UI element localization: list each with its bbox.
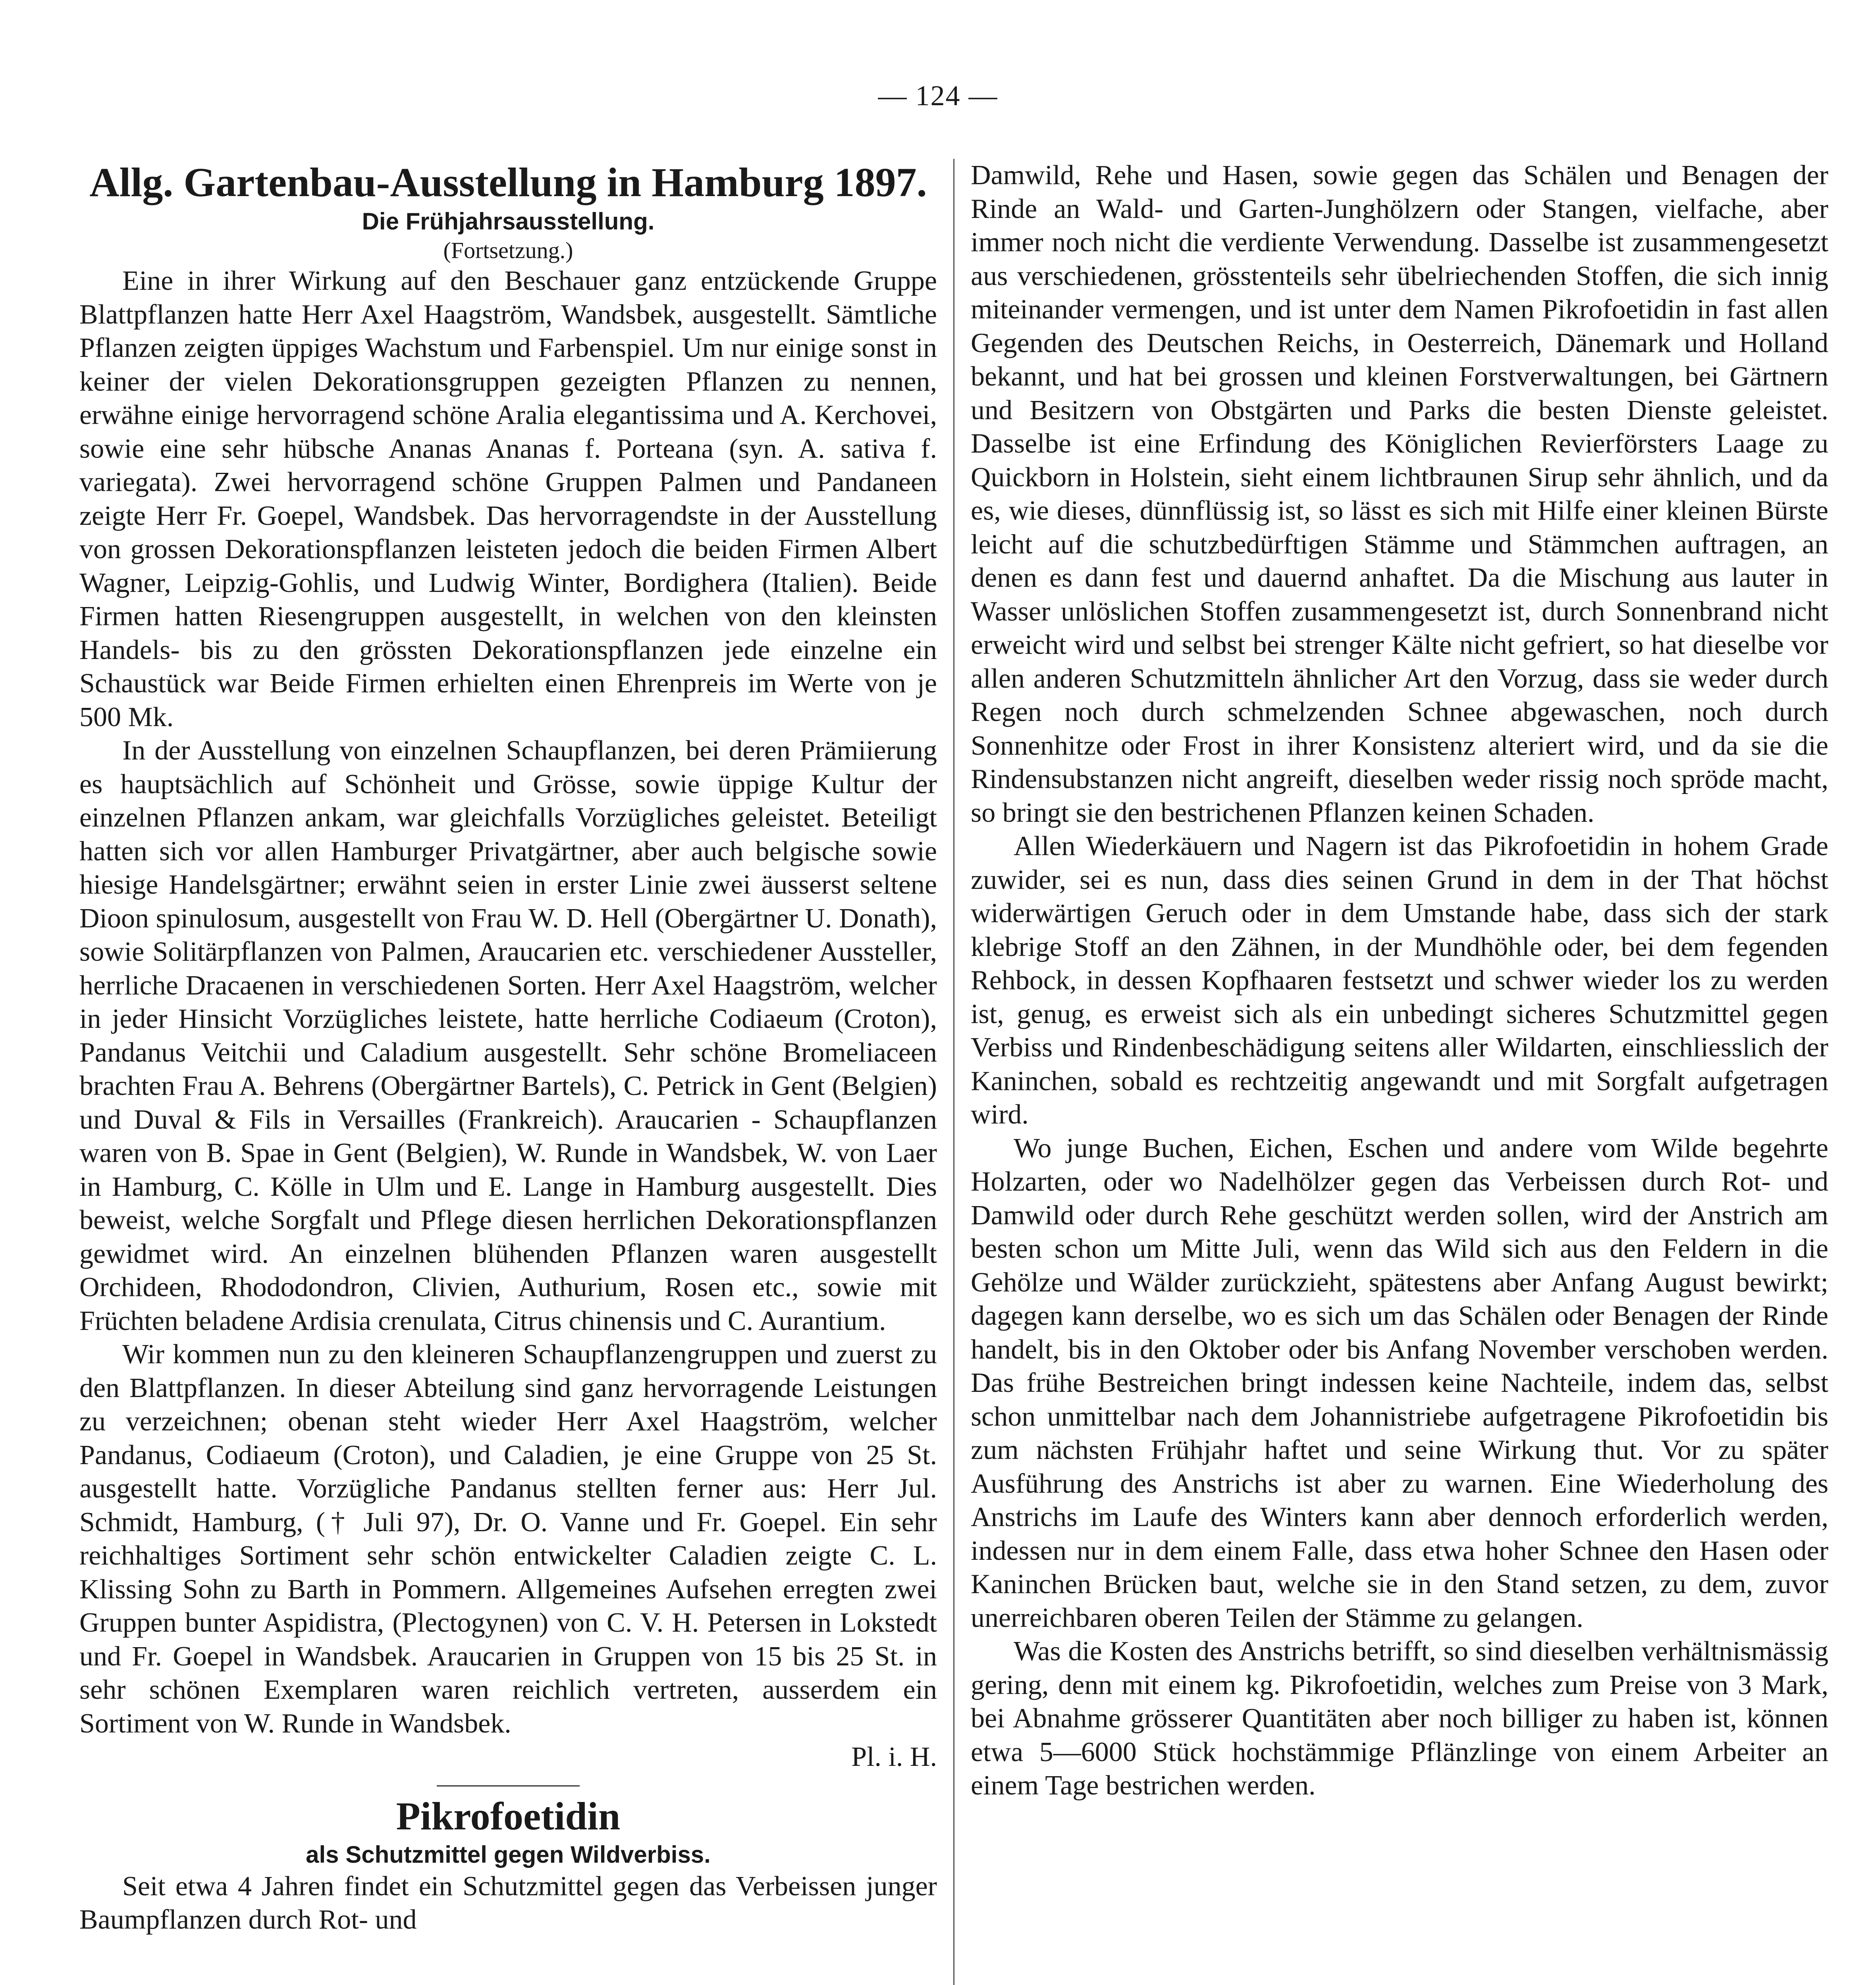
paragraph: Was die Kosten des Anstrichs betrifft, so sind dieselben verhältnismässig gering, denn mit einem kg. Pikrofoetidin, welches zum Preise von 3 Mark, bei Abnahme grösserer Quantitäten aber noch billiger zu haben ist, können etwa 5—6000 Stück hochstämmige Pflänzlinge von einem Arbeiter an einem Tage bestrichen werden. — [971, 1636, 1828, 1801]
continued-note: (Fortsetzung.) — [443, 237, 573, 263]
paragraph: Eine in ihrer Wirkung auf den Beschauer ganz entzückende Gruppe Blattpflanzen hatte Herr Axel Haagström, Wandsbek, ausgestellt. Sämtliche Pflanzen zeigten üppiges Wachstum und Farbenspiel. Um nur einige sonst in keiner der vielen Dekorationsgruppen gezeigten Pflanzen zu nennen, erwähne einige hervorragend schöne Aralia elegantissima und A. Kerchovei, sowie eine sehr hübsche Ananas Ananas f. Porteana (syn. A. sativa f. variegata). Zwei hervorragend schöne Gruppen Palmen und Pandaneen zeigte Herr Fr. Goepel, Wandsbek. Das hervorragendste in der Ausstellung von grossen Dekorationspflanzen leisteten jedoch die beiden Firmen Albert Wagner, Leipzig-Gohlis, und Ludwig Winter, Bordighera (Italien). Beide Firmen hatten Riesengruppen ausgestellt, in welchen von den kleinsten Handels- bis zu den grössten Dekorationspflanzen jede einzelne ein Schaustück war Beide Firmen erhielten einen Ehrenpreis im Werte von je 500 Mk. — [79, 266, 937, 732]
paragraph: Seit etwa 4 Jahren findet ein Schutzmittel gegen das Verbeissen junger Baumpflanzen durch Rot- und — [79, 1871, 937, 1935]
article-title-pikrofoetidin: Pikrofoetidin — [396, 1794, 621, 1838]
section-divider — [437, 1785, 580, 1786]
article-subtitle-fruehjahr: Die Frühjahrsausstellung. — [362, 208, 655, 235]
article-subtitle-schutzmittel: als Schutzmittel gegen Wildverbiss. — [306, 1841, 711, 1868]
paragraph: Wir kommen nun zu den kleineren Schaupflanzengruppen und zuerst zu den Blattpflanzen. In dieser Abteilung sind ganz hervorragende Leistungen zu verzeichnen; obenan steht wieder Herr Axel Haagström, welcher Pandanus, Codiaeum (Croton), und Caladien, je eine Gruppe von 25 St. ausgestellt hatte. Vorzügliche Pandanus stellten ferner aus: Herr Jul. Schmidt, Hamburg, († Juli 97), Dr. O. Vanne und Fr. Goepel. Ein sehr reichhaltiges Sortiment sehr schön entwickelter Caladien zeigte C. L. Klissing Sohn zu Barth in Pommern. Allgemeines Aufsehen erregten zwei Gruppen bunter Aspidistra, (Plectogynen) von C. V. H. Petersen in Lokstedt und Fr. Goepel in Wandsbek. Araucarien in Gruppen von 15 bis 25 St. in sehr schönen Exemplaren waren reichlich vertreten, ausserdem ein Sortiment von W. Runde in Wandsbek. — [79, 1339, 937, 1739]
paragraph: Allen Wiederkäuern und Nagern ist das Pikrofoetidin in hohem Grade zuwider, sei es nun, dass dies seinen Grund in dem in der That höchst widerwärtigen Geruch oder in dem Umstande habe, dass sich der stark klebrige Stoff an den Zähnen, in der Mundhöhle oder, bei dem fegenden Rehbock, in dessen Kopfhaaren festsetzt und schwer wieder los zu werden ist, genug, es erweist sich als ein unbedingt sicheres Schutzmittel gegen Verbiss und Rindenbeschädigung seitens aller Wildarten, einschliesslich der Kaninchen, sobald es rechtzeitig angewandt und mit Sorgfalt aufgetragen wird. — [971, 831, 1828, 1130]
paragraph: In der Ausstellung von einzelnen Schaupflanzen, bei deren Prämiierung es hauptsächlich auf Schönheit und Grösse, sowie üppige Kultur der einzelnen Pflanzen ankam, war gleichfalls Vorzügliches geleistet. Beteiligt hatten sich vor allen Hamburger Privatgärtner, aber auch belgische sowie hiesige Handelsgärtner; erwähnt seien in erster Linie zwei äusserst seltene Dioon spinulosum, ausgestellt von Frau W. D. Hell (Obergärtner U. Donath), sowie Solitärpflanzen von Palmen, Araucarien etc. verschiedener Aussteller, herrliche Dracaenen in verschiedenen Sorten. Herr Axel Haagström, welcher in jeder Hinsicht Vorzügliches leistete, hatte herrliche Codiaeum (Croton), Pandanus Veitchii und Caladium ausgestellt. Sehr schöne Bromeliaceen brachten Frau A. Behrens (Obergärtner Bartels), C. Petrick in Gent (Belgien) und Duval & Fils in Versailles (Frankreich). Araucarien - Schaupflanzen waren von B. Spae in Gent (Belgien), W. Runde in Wandsbek, W. von Laer in Hamburg, C. Kölle in Ulm und E. Lange in Hamburg ausgestellt. Dies beweist, welche Sorgfalt und Pflege diesen herrlichen Dekorationspflanzen gewidmet wird. An einzelnen blühenden Pflanzen waren ausgestellt Orchideen, Rhododondron, Clivien, Authurium, Rosen etc., sowie mit Früchten beladene Ardisia crenulata, Citrus chinensis und C. Aurantium. — [79, 735, 937, 1336]
article-title-gartenbau: Allg. Gartenbau-Ausstellung in Hamburg 1897. — [89, 160, 927, 205]
page-number: — 124 — — [878, 80, 998, 112]
paragraph: Wo junge Buchen, Eichen, Eschen und andere vom Wilde begehrte Holzarten, oder wo Nadelhölzer gegen das Verbeissen durch Rot- und Damwild oder durch Rehe geschützt werden sollen, wird der Anstrich am besten schon um Mitte Juli, wenn das Wild sich aus den Feldern in die Gehölze und Wälder zurückzieht, spätestens aber Anfang August bewirkt; dagegen kann derselbe, wo es sich um das Schälen oder Benagen der Rinde handelt, bis in den Oktober oder bis Anfang November verschoben werden. Das frühe Bestreichen bringt indessen keine Nachteile, indem das, selbst schon unmittelbar nach dem Johannistriebe aufgetragene Pikrofoetidin bis zum nächsten Frühjahr haftet und seine Wirkung thut. Vor zu später Ausführung des Anstrichs ist aber zu warnen. Eine Wiederholung des Anstrichs im Laufe des Winters kann aber dennoch erforderlich werden, indessen nur in dem einem Falle, dass etwa hoher Schnee den Hasen oder Kaninchen Brücken baut, welche sie in den Stand setzen, zu dem, zuvor unerreichbaren oberen Teilen der Stämme zu gelangen. — [971, 1133, 1828, 1633]
paragraph-continued: Damwild, Rehe und Hasen, sowie gegen das Schälen und Benagen der Rinde an Wald- und Garten-Junghölzern oder Stangen, vielfache, aber immer noch nicht die verdiente Verwendung. Dasselbe ist zusammengesetzt aus verschiedenen, grösstenteils sehr übelriechenden Stoffen, die sich innig miteinander vermengen, und ist unter dem Namen Pikrofoetidin in fast allen Gegenden des Deutschen Reichs, in Oesterreich, Dänemark und Holland bekannt, und hat bei grossen und kleinen Forstverwaltungen, bei Gärtnern und Besitzern von Obstgärten und Parks die besten Dienste geleistet. Dasselbe ist eine Erfindung des Königlichen Revierförsters Laage zu Quickborn in Holstein, sieht einem lichtbraunen Sirup sehr ähnlich, und da es, wie dieses, dünnflüssig ist, so lässt es sich mit Hilfe einer kleinen Bürste leicht auf die schutzbedürftigen Stämme und Stämmchen auftragen, an denen es dann fest und dauernd anhaftet. Da die Mischung aus lauter in Wasser unlöslichen Stoffen zusammengesetzt ist, durch Sonnenbrand nicht erweicht wird und selbst bei strenger Kälte nicht gefriert, so hat dieselbe vor allen anderen Schutzmitteln ähnlicher Art den Vorzug, dass sie weder durch Regen noch durch schmelzenden Schnee abgewaschen, noch durch Sonnenhitze oder Frost in ihrer Konsistenz alteriert wird, und da sie die Rindensubstanzen nicht angreift, dieselben weder rissig noch spröde macht, so bringt sie den bestrichenen Pflanzen keinen Schaden. — [971, 160, 1828, 828]
author-signature: Pl. i. H. — [851, 1742, 937, 1772]
right-column — [971, 159, 1828, 1985]
left-column — [79, 159, 937, 1985]
column-divider — [953, 159, 954, 1985]
